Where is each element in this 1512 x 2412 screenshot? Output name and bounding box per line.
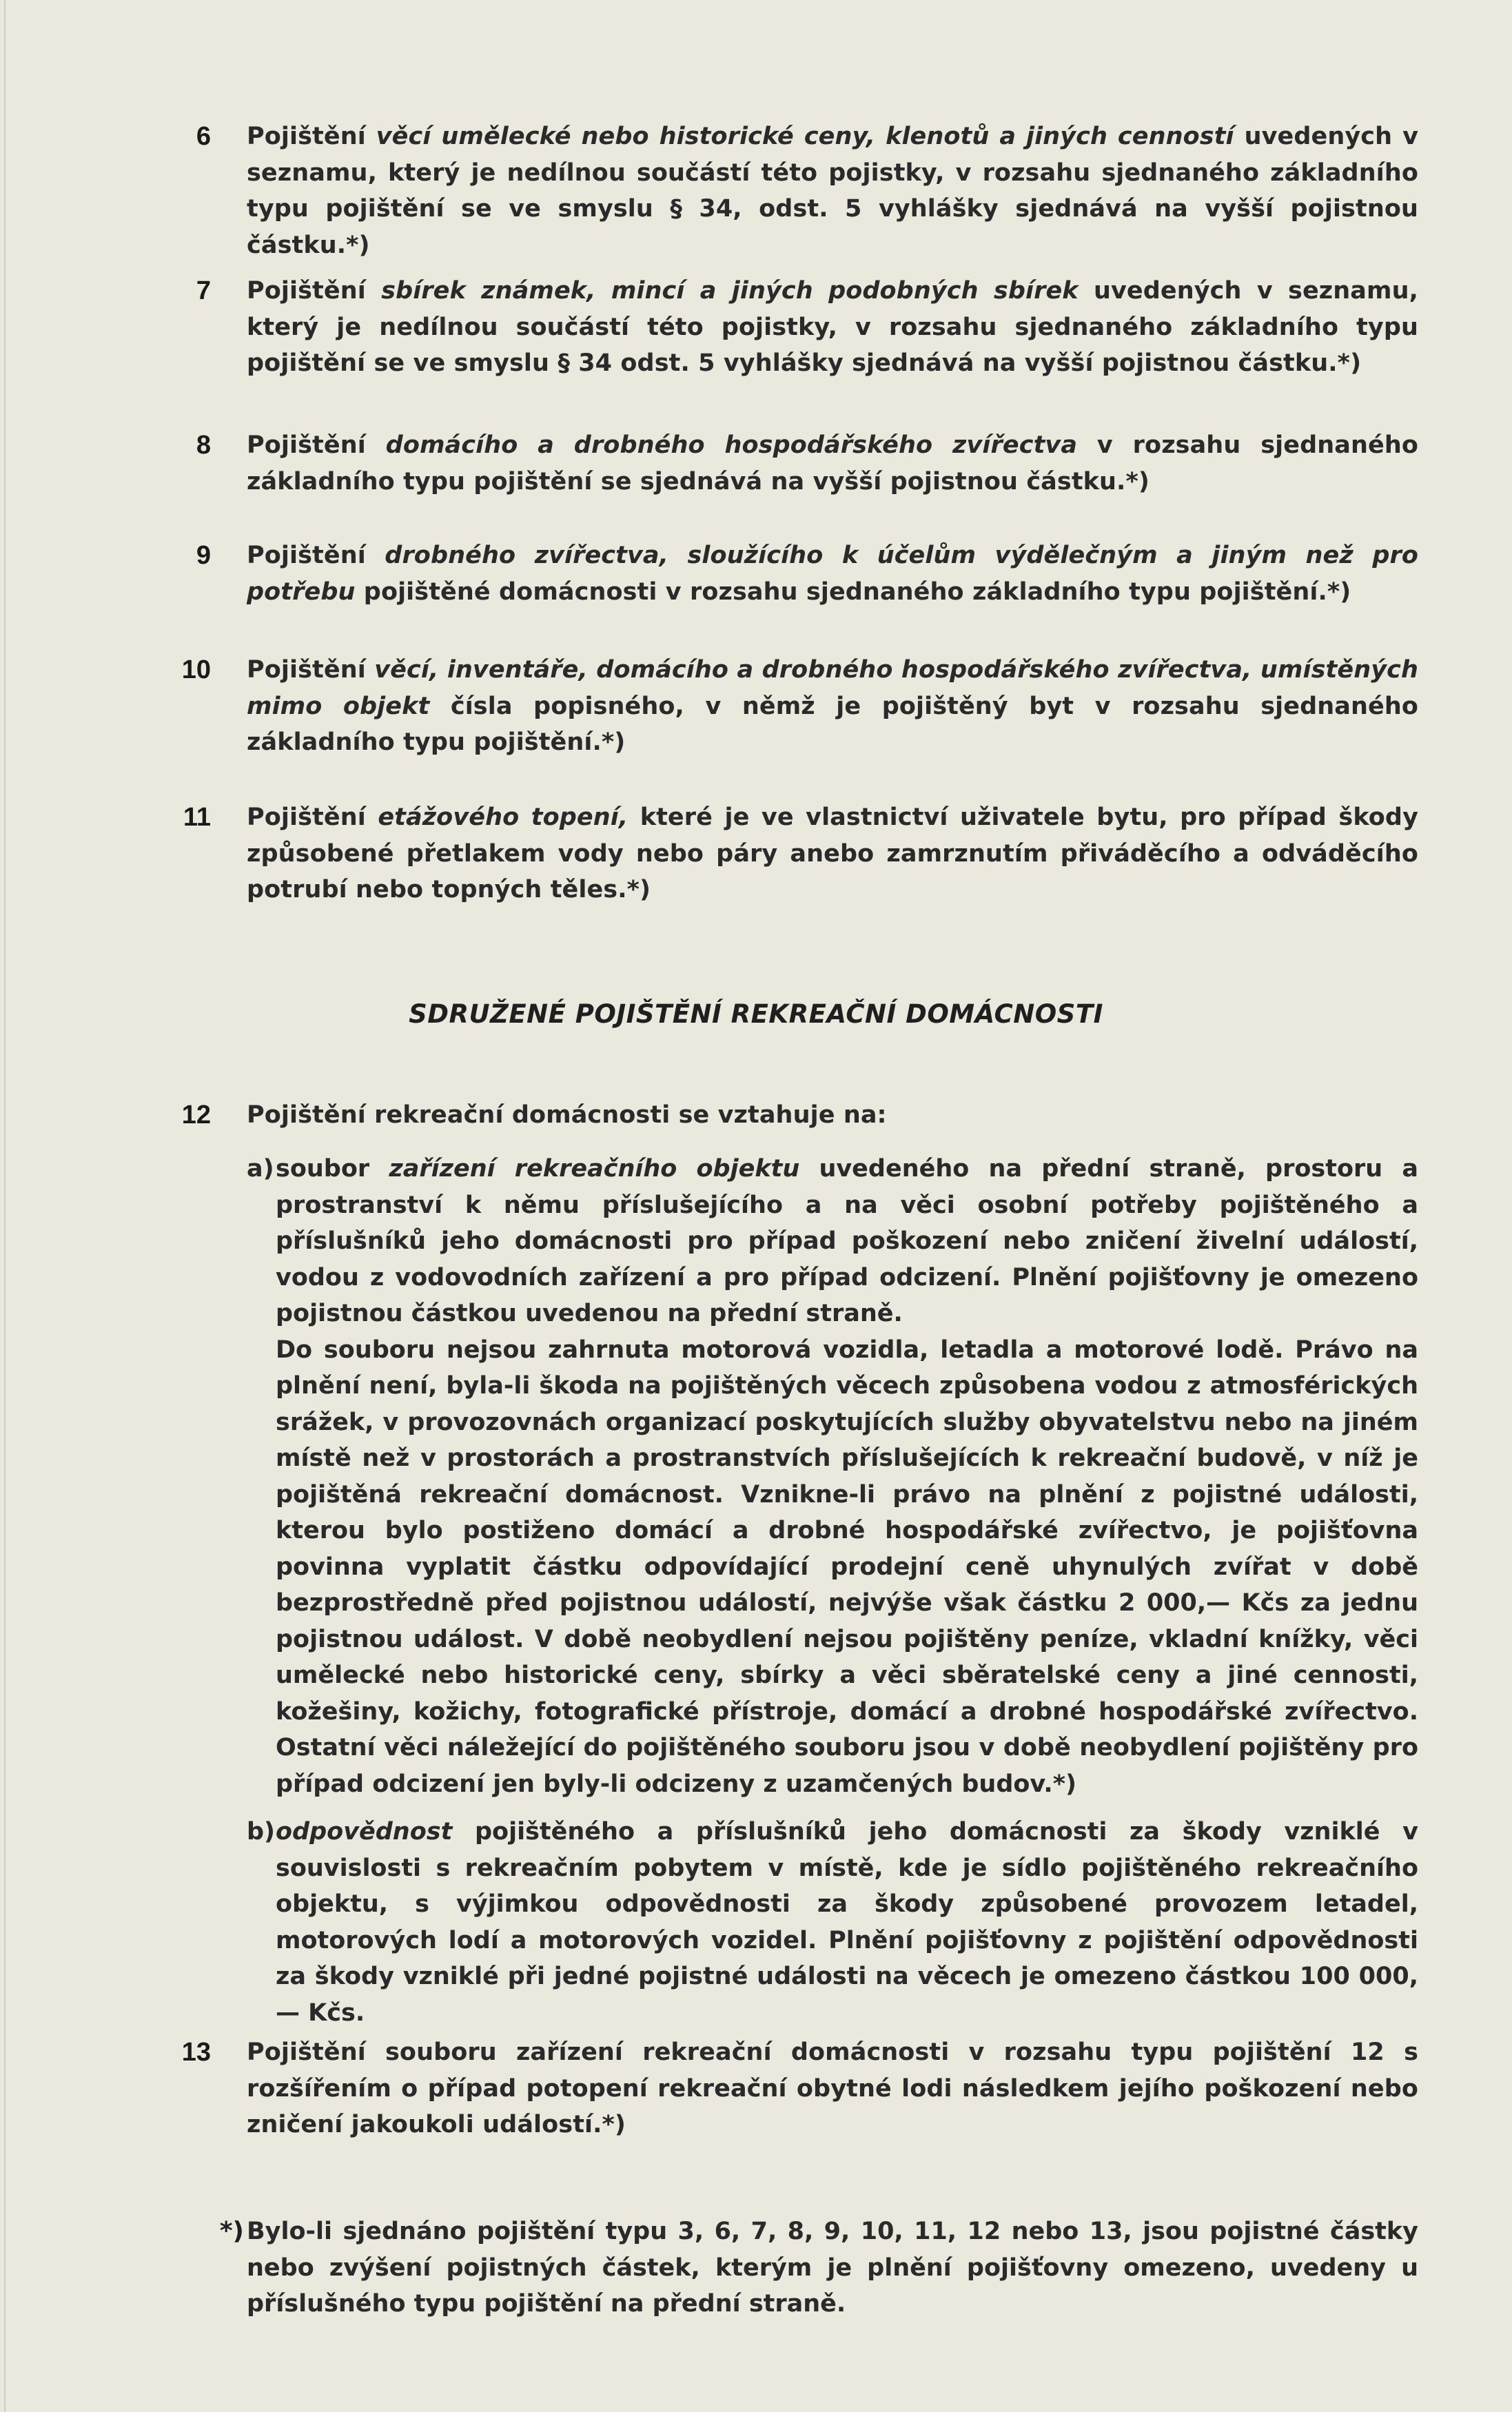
clause-text: Pojištění sbírek známek, mincí a jiných podobných sbírek uvedených v seznamu, který je nedílnou součástí této pojistky, v rozsahu sjednaného základního typu pojištění se ve smyslu § 34 odst. 5 vyhlášky sjednává na vyšší pojistnou částku.*) [247,277,1418,377]
footnote-marker: *) [219,2217,244,2245]
clause-number: 10 [181,655,211,684]
clause-text: Pojištění věcí umělecké nebo historické ceny, klenotů a jiných cenností uvedených v seznamu, který je nedílnou součástí této pojistky, v rozsahu sjednaného základního typu pojištění se ve smyslu § 34, odst. 5 vyhlášky sjednává na vyšší pojistnou částku.*) [247,123,1418,259]
clause-number: 13 [181,2038,211,2067]
clause-12-item-b [247,1814,1418,2031]
item-text: odpovědnost pojištěného a příslušníků jeho domácnosti za škody vzniklé v souvislosti s rekreačním pobytem v místě, kde je sídlo pojištěného rekreačního objektu, s výjimkou odpovědnosti za škody způsobené provozem letadel, motorových lodí a motorových vozidel. Plnění pojišťovny z pojištění odpovědnosti za škody vzniklé při jedné pojistné události na věcech je omezeno částkou 100 000,— Kčs. [276,1818,1418,2027]
clause-text: Pojištění drobného zvířectva, sloužícího k účelům výdělečným a jiným než pro potřebu pojištěné domácnosti v rozsahu sjednaného základního typu pojištění.*) [247,542,1419,606]
clause-number: 12 [181,1101,211,1130]
clause-number: 11 [183,803,211,832]
clause-number: 6 [196,122,211,151]
clause-intro: Pojištění rekreační domácnosti se vztahuje na: [247,1101,887,1129]
item-text: soubor zařízení rekreačního objektu uvedeného na přední straně, prostoru a prostranství k němu příslušejícího a na věci osobní potřeby pojištěného a příslušníků jeho domácnosti pro případ poškození nebo zničení živelní událostí, vodou z vodovodních zařízení a pro případ odcizení. Plnění pojišťovny je omezeno pojistnou částkou uvedenou na přední straně. [276,1155,1418,1327]
clause-text: Pojištění věcí, inventáře, domácího a drobného hospodářského zvířectva, umístěných mimo objekt čísla popisného, v němž je pojištěný byt v rozsahu sjednaného základního typu pojištění.*) [247,656,1419,756]
item-text-paragraph-2: Do souboru nejsou zahrnuta motorová vozidla, letadla a motorové lodě. Právo na plnění není, byla-li škoda na pojištěných věcech způsobena vodou z atmosférických srážek, v provozovnách organizací poskytujících služby obyvatelstvu nebo na jiném místě než v prostorách a prostranstvích příslušejících k rekreační budově, v níž je pojištěná rekreační domácnost. Vznikne-li právo na plnění z pojistné události, kterou bylo postiženo domácí a drobné hospodářské zvířectvo, je pojišťovna povinna vyplatit částku odpovídající prodejní ceně uhynulých zvířat v době bezprostředně před pojistnou událostí, nejvýše však částku 2 000,— Kčs za jednu pojistnou událost. V době neobydlení nejsou pojištěny peníze, vkladní knížky, věci umělecké nebo historické ceny, sbírky a věci sběratelské ceny a jiné cennosti, kožešiny, kožichy, fotografické přístroje, domácí a drobné hospodářské zvířectvo. Ostatní věci náležející do pojištěného souboru jsou v době neobydlení pojištěny pro případ odcizení jen byly-li odcizeny z uzamčených budov.*) [276,1336,1418,1798]
footnote-text: Bylo-li sjednáno pojištění typu 3, 6, 7, 8, 9, 10, 11, 12 nebo 13, jsou pojistné částky nebo zvýšení pojistných částek, kterým je plnění pojišťovny omezeno, uvedeny u příslušného typu pojištění na přední straně. [247,2218,1418,2318]
clause-12-item-a [247,1151,1418,1802]
clause-text: Pojištění domácího a drobného hospodářského zvířectva v rozsahu sjednaného základního typu pojištění se sjednává na vyšší pojistnou částku.*) [247,431,1418,495]
clause-number: 8 [196,431,211,460]
clause-text: Pojištění etážového topení, které je ve vlastnictví uživatele bytu, pro případ škody způsobené přetlakem vody nebo páry anebo zamrznutím přiváděcího a odváděcího potrubí nebo topných těles.*) [247,804,1418,903]
item-label: b) [247,1818,276,1846]
page-edge [4,0,6,2412]
clause-number: 9 [196,541,211,570]
section-heading: SDRUŽENÉ POJIŠTĚNÍ REKREAČNÍ DOMÁCNOSTI [409,999,1103,1029]
clause-number: 7 [196,276,211,305]
item-label: a) [247,1155,274,1183]
clause-text: Pojištění souboru zařízení rekreační domácnosti v rozsahu typu pojištění 12 s rozšířením o případ potopení rekreační obytné lodi následkem jejího poškození nebo zničení jakoukoli událostí.*) [247,2038,1418,2138]
